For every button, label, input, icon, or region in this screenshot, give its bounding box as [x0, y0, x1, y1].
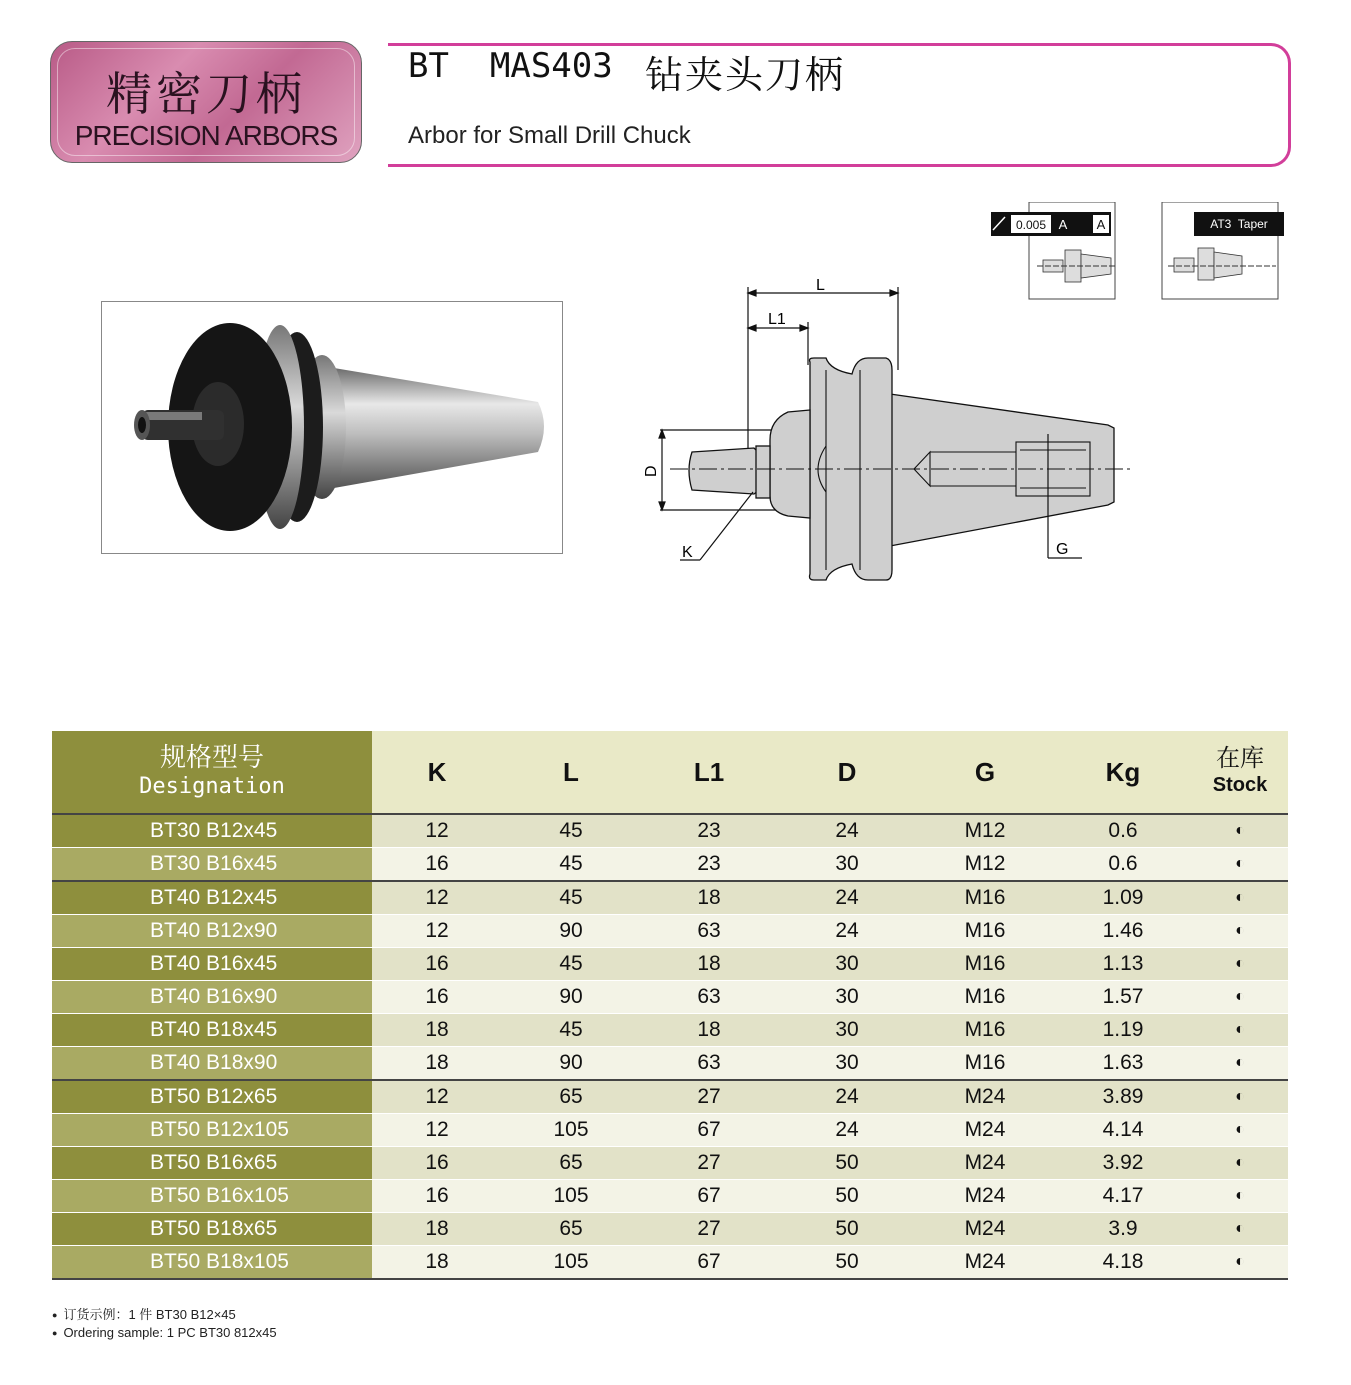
cell-des: BT30 B12x45	[52, 814, 372, 848]
cell-des: BT40 B18x45	[52, 1014, 372, 1047]
cell-g: M24	[916, 1180, 1054, 1213]
taper-label: AT3 Taper	[1210, 217, 1268, 231]
cell-des: BT40 B16x90	[52, 981, 372, 1014]
cell-l1: 67	[640, 1114, 778, 1147]
cell-d: 30	[778, 848, 916, 882]
cell-k: 18	[372, 1014, 502, 1047]
designation-header	[52, 731, 372, 814]
cell-l1: 27	[640, 1213, 778, 1246]
cell-kg: 1.19	[1054, 1014, 1192, 1047]
cell-l: 65	[502, 1213, 640, 1246]
cell-stock: ◐	[1192, 1014, 1288, 1047]
table-row	[52, 1213, 1288, 1246]
cell-kg: 4.17	[1054, 1180, 1192, 1213]
cell-l1: 27	[640, 1147, 778, 1180]
header-G: G	[916, 731, 1054, 814]
cell-l: 45	[502, 948, 640, 981]
cell-d: 24	[778, 915, 916, 948]
cell-g: M16	[916, 1047, 1054, 1081]
cell-kg: 0.6	[1054, 814, 1192, 848]
cell-k: 12	[372, 881, 502, 915]
table-row	[52, 1080, 1288, 1114]
cell-stock: ◐	[1192, 1047, 1288, 1081]
badge-title-en: PRECISION ARBORS	[74, 120, 338, 151]
cell-stock: ◐	[1192, 1147, 1288, 1180]
header-K: K	[372, 731, 502, 814]
cell-l: 90	[502, 1047, 640, 1081]
cell-d: 50	[778, 1147, 916, 1180]
cell-stock: ◐	[1192, 848, 1288, 882]
table-header-row	[52, 731, 1288, 814]
cell-l1: 23	[640, 814, 778, 848]
product-photo	[101, 301, 563, 554]
table-row	[52, 1147, 1288, 1180]
cell-stock: ◐	[1192, 1080, 1288, 1114]
cell-kg: 1.57	[1054, 981, 1192, 1014]
datum-label: A	[1096, 217, 1106, 232]
cell-stock: ◐	[1192, 981, 1288, 1014]
cell-d: 24	[778, 881, 916, 915]
cell-kg: 3.92	[1054, 1147, 1192, 1180]
cell-g: M24	[916, 1246, 1054, 1280]
cell-des: BT50 B12x65	[52, 1080, 372, 1114]
cell-stock: ◐	[1192, 1114, 1288, 1147]
dim-G-label: G	[1056, 541, 1069, 558]
header-L1: L1	[640, 731, 778, 814]
cell-k: 12	[372, 1114, 502, 1147]
runout-value: 0.005	[1015, 218, 1047, 232]
cell-l: 45	[502, 881, 640, 915]
cell-des: BT50 B12x105	[52, 1114, 372, 1147]
cell-l1: 63	[640, 915, 778, 948]
table-row	[52, 881, 1288, 915]
cell-l: 45	[502, 1014, 640, 1047]
dim-L-label: L	[816, 277, 825, 294]
cell-d: 24	[778, 1080, 916, 1114]
header-Kg: Kg	[1054, 731, 1192, 814]
cell-kg: 1.63	[1054, 1047, 1192, 1081]
cell-l: 105	[502, 1246, 640, 1280]
table-row	[52, 1246, 1288, 1280]
ordering-notes	[52, 1306, 277, 1342]
cell-d: 30	[778, 981, 916, 1014]
cell-des: BT50 B16x105	[52, 1180, 372, 1213]
cell-stock: ◐	[1192, 1213, 1288, 1246]
cell-g: M24	[916, 1080, 1054, 1114]
cell-l1: 23	[640, 848, 778, 882]
table-row	[52, 981, 1288, 1014]
cell-kg: 0.6	[1054, 848, 1192, 882]
cell-d: 50	[778, 1213, 916, 1246]
dim-D-label: D	[643, 465, 660, 477]
cell-l: 90	[502, 981, 640, 1014]
cell-k: 16	[372, 848, 502, 882]
stock-header-en: Stock	[1212, 774, 1268, 796]
dim-K-label: K	[682, 544, 693, 561]
cell-l1: 18	[640, 881, 778, 915]
cell-stock: ◐	[1192, 1246, 1288, 1280]
cell-k: 16	[372, 948, 502, 981]
cell-g: M24	[916, 1213, 1054, 1246]
cell-kg: 3.9	[1054, 1213, 1192, 1246]
cell-k: 18	[372, 1047, 502, 1081]
cell-l1: 63	[640, 1047, 778, 1081]
table-row	[52, 915, 1288, 948]
cell-g: M16	[916, 1014, 1054, 1047]
cell-kg: 4.18	[1054, 1246, 1192, 1280]
cell-g: M12	[916, 848, 1054, 882]
cell-l: 90	[502, 915, 640, 948]
cell-g: M16	[916, 915, 1054, 948]
cell-kg: 1.46	[1054, 915, 1192, 948]
table-row	[52, 1180, 1288, 1213]
cell-g: M16	[916, 881, 1054, 915]
cell-stock: ◐	[1192, 915, 1288, 948]
cell-d: 24	[778, 814, 916, 848]
cell-k: 18	[372, 1246, 502, 1280]
cell-stock: ◐	[1192, 948, 1288, 981]
cell-k: 12	[372, 814, 502, 848]
cell-l1: 18	[640, 948, 778, 981]
title-cn: 钻夹头刀柄	[645, 53, 846, 97]
runout-tolerance-symbol	[985, 202, 1120, 302]
cell-g: M24	[916, 1147, 1054, 1180]
taper-symbol	[1160, 202, 1290, 302]
technical-drawing	[630, 270, 1140, 590]
cell-des: BT40 B12x90	[52, 915, 372, 948]
cell-g: M16	[916, 948, 1054, 981]
arbor-photo-illustration	[102, 302, 562, 553]
cell-des: BT50 B18x65	[52, 1213, 372, 1246]
cell-l1: 67	[640, 1180, 778, 1213]
cell-kg: 1.13	[1054, 948, 1192, 981]
note-en: ● Ordering sample: 1 PC BT30 812x45	[52, 1324, 277, 1342]
badge-title-cn: 精密刀柄	[106, 67, 306, 121]
cell-des: BT50 B16x65	[52, 1147, 372, 1180]
cell-kg: 4.14	[1054, 1114, 1192, 1147]
cell-des: BT40 B18x90	[52, 1047, 372, 1081]
cell-g: M12	[916, 814, 1054, 848]
header-D: D	[778, 731, 916, 814]
table-row	[52, 1047, 1288, 1081]
stock-header	[1192, 731, 1288, 814]
table-row	[52, 1014, 1288, 1047]
cell-k: 12	[372, 1080, 502, 1114]
cell-d: 30	[778, 948, 916, 981]
table-row	[52, 1114, 1288, 1147]
cell-des: BT30 B16x45	[52, 848, 372, 882]
stock-header-cn: 在库	[1216, 745, 1264, 772]
cell-g: M16	[916, 981, 1054, 1014]
cell-g: M24	[916, 1114, 1054, 1147]
cell-d: 50	[778, 1246, 916, 1280]
cell-kg: 3.89	[1054, 1080, 1192, 1114]
cell-l: 105	[502, 1114, 640, 1147]
table-row	[52, 848, 1288, 882]
cell-l: 105	[502, 1180, 640, 1213]
cell-k: 16	[372, 1180, 502, 1213]
cell-d: 30	[778, 1047, 916, 1081]
model-title: BT MAS403	[408, 46, 613, 86]
cell-l1: 18	[640, 1014, 778, 1047]
cell-l: 45	[502, 848, 640, 882]
table-row	[52, 948, 1288, 981]
cell-des: BT40 B16x45	[52, 948, 372, 981]
cell-k: 18	[372, 1213, 502, 1246]
dim-L1-label: L1	[768, 311, 786, 328]
precision-arbors-badge	[50, 41, 362, 163]
subtitle: Arbor for Small Drill Chuck	[408, 122, 691, 149]
note-cn: ● 订货示例：1 件 BT30 B12×45	[52, 1306, 277, 1324]
cell-l1: 67	[640, 1246, 778, 1280]
header-L: L	[502, 731, 640, 814]
cell-stock: ◐	[1192, 814, 1288, 848]
runout-datum: A	[1058, 217, 1068, 232]
designation-header-en: Designation	[139, 774, 285, 799]
cell-kg: 1.09	[1054, 881, 1192, 915]
cell-d: 50	[778, 1180, 916, 1213]
cell-d: 30	[778, 1014, 916, 1047]
cell-des: BT50 B18x105	[52, 1246, 372, 1280]
cell-l: 65	[502, 1080, 640, 1114]
cell-k: 12	[372, 915, 502, 948]
cell-l: 45	[502, 814, 640, 848]
designation-header-cn: 规格型号	[159, 742, 264, 772]
cell-stock: ◐	[1192, 881, 1288, 915]
cell-k: 16	[372, 981, 502, 1014]
cell-des: BT40 B12x45	[52, 881, 372, 915]
cell-stock: ◐	[1192, 1180, 1288, 1213]
cell-l1: 63	[640, 981, 778, 1014]
table-row	[52, 814, 1288, 848]
spec-table	[52, 731, 1288, 1280]
cell-k: 16	[372, 1147, 502, 1180]
cell-l1: 27	[640, 1080, 778, 1114]
cell-d: 24	[778, 1114, 916, 1147]
cell-l: 65	[502, 1147, 640, 1180]
